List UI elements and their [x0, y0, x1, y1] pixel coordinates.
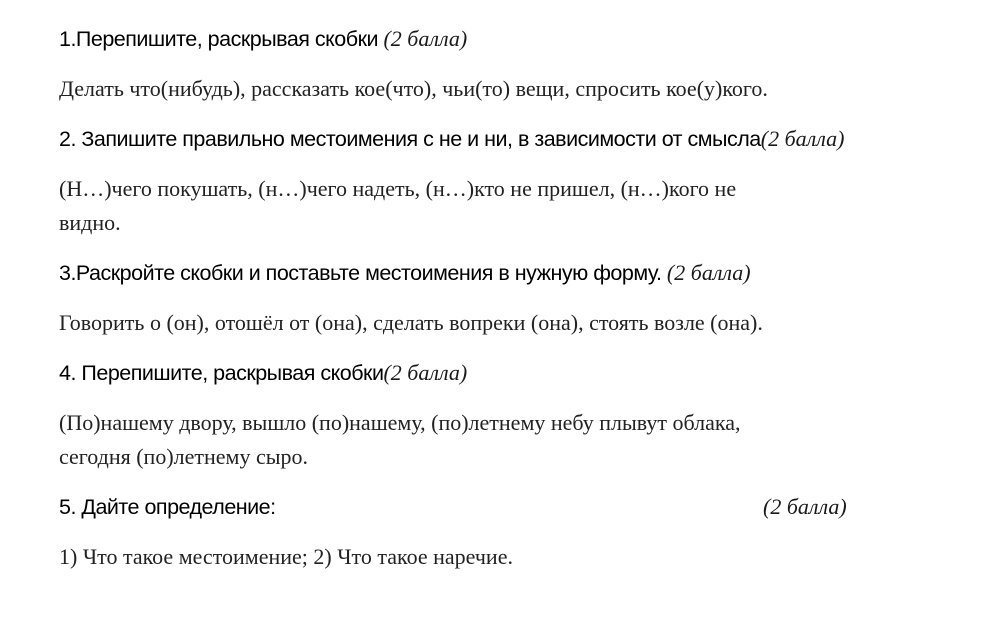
task-3-title: 3.Раскройте скобки и поставьте местоимения в нужную форму.	[59, 261, 662, 285]
task-4-body	[59, 406, 939, 474]
worksheet	[59, 22, 939, 574]
task-3-heading	[59, 256, 939, 290]
task-2-heading	[59, 122, 939, 156]
task-1-heading	[59, 22, 939, 56]
task-4-points: (2 балла)	[383, 360, 468, 385]
task-5-body: 1) Что такое местоимение; 2) Что такое наречие.	[59, 544, 513, 569]
task-5-heading	[59, 490, 939, 524]
task-2-title: 2. Запишите правильно местоимения с не и ни, в зависимости от смысла	[59, 127, 761, 151]
task-2-body-line-2: видно.	[59, 210, 121, 235]
task-4-title: 4. Перепишите, раскрывая скобки	[59, 361, 384, 385]
task-5-title: 5. Дайте определение:	[59, 495, 276, 519]
task-1-points: (2 балла)	[383, 26, 468, 51]
task-4-heading	[59, 356, 939, 390]
task-2-points: (2 балла)	[760, 126, 845, 151]
task-1-title: 1.Перепишите, раскрывая скобки	[59, 27, 378, 51]
task-2-body	[59, 172, 939, 240]
task-4-body-line-1: (По)нашему двору, вышло (по)нашему, (по)летнему небу плывут облака,	[59, 410, 741, 435]
task-5-points: (2 балла)	[763, 494, 847, 519]
task-1-body: Делать что(нибудь), рассказать кое(что), чьи(то) вещи, спросить кое(у)кого.	[59, 76, 768, 101]
task-3-points: (2 балла)	[666, 260, 751, 285]
task-2-body-line-1: (Н…)чего покушать, (н…)чего надеть, (н…)кто не пришел, (н…)кого не	[59, 176, 737, 201]
task-4-body-line-2: сегодня (по)летнему сыро.	[59, 444, 309, 469]
task-3-body: Говорить о (он), отошёл от (она), сделать вопреки (она), стоять возле (она).	[59, 310, 763, 335]
